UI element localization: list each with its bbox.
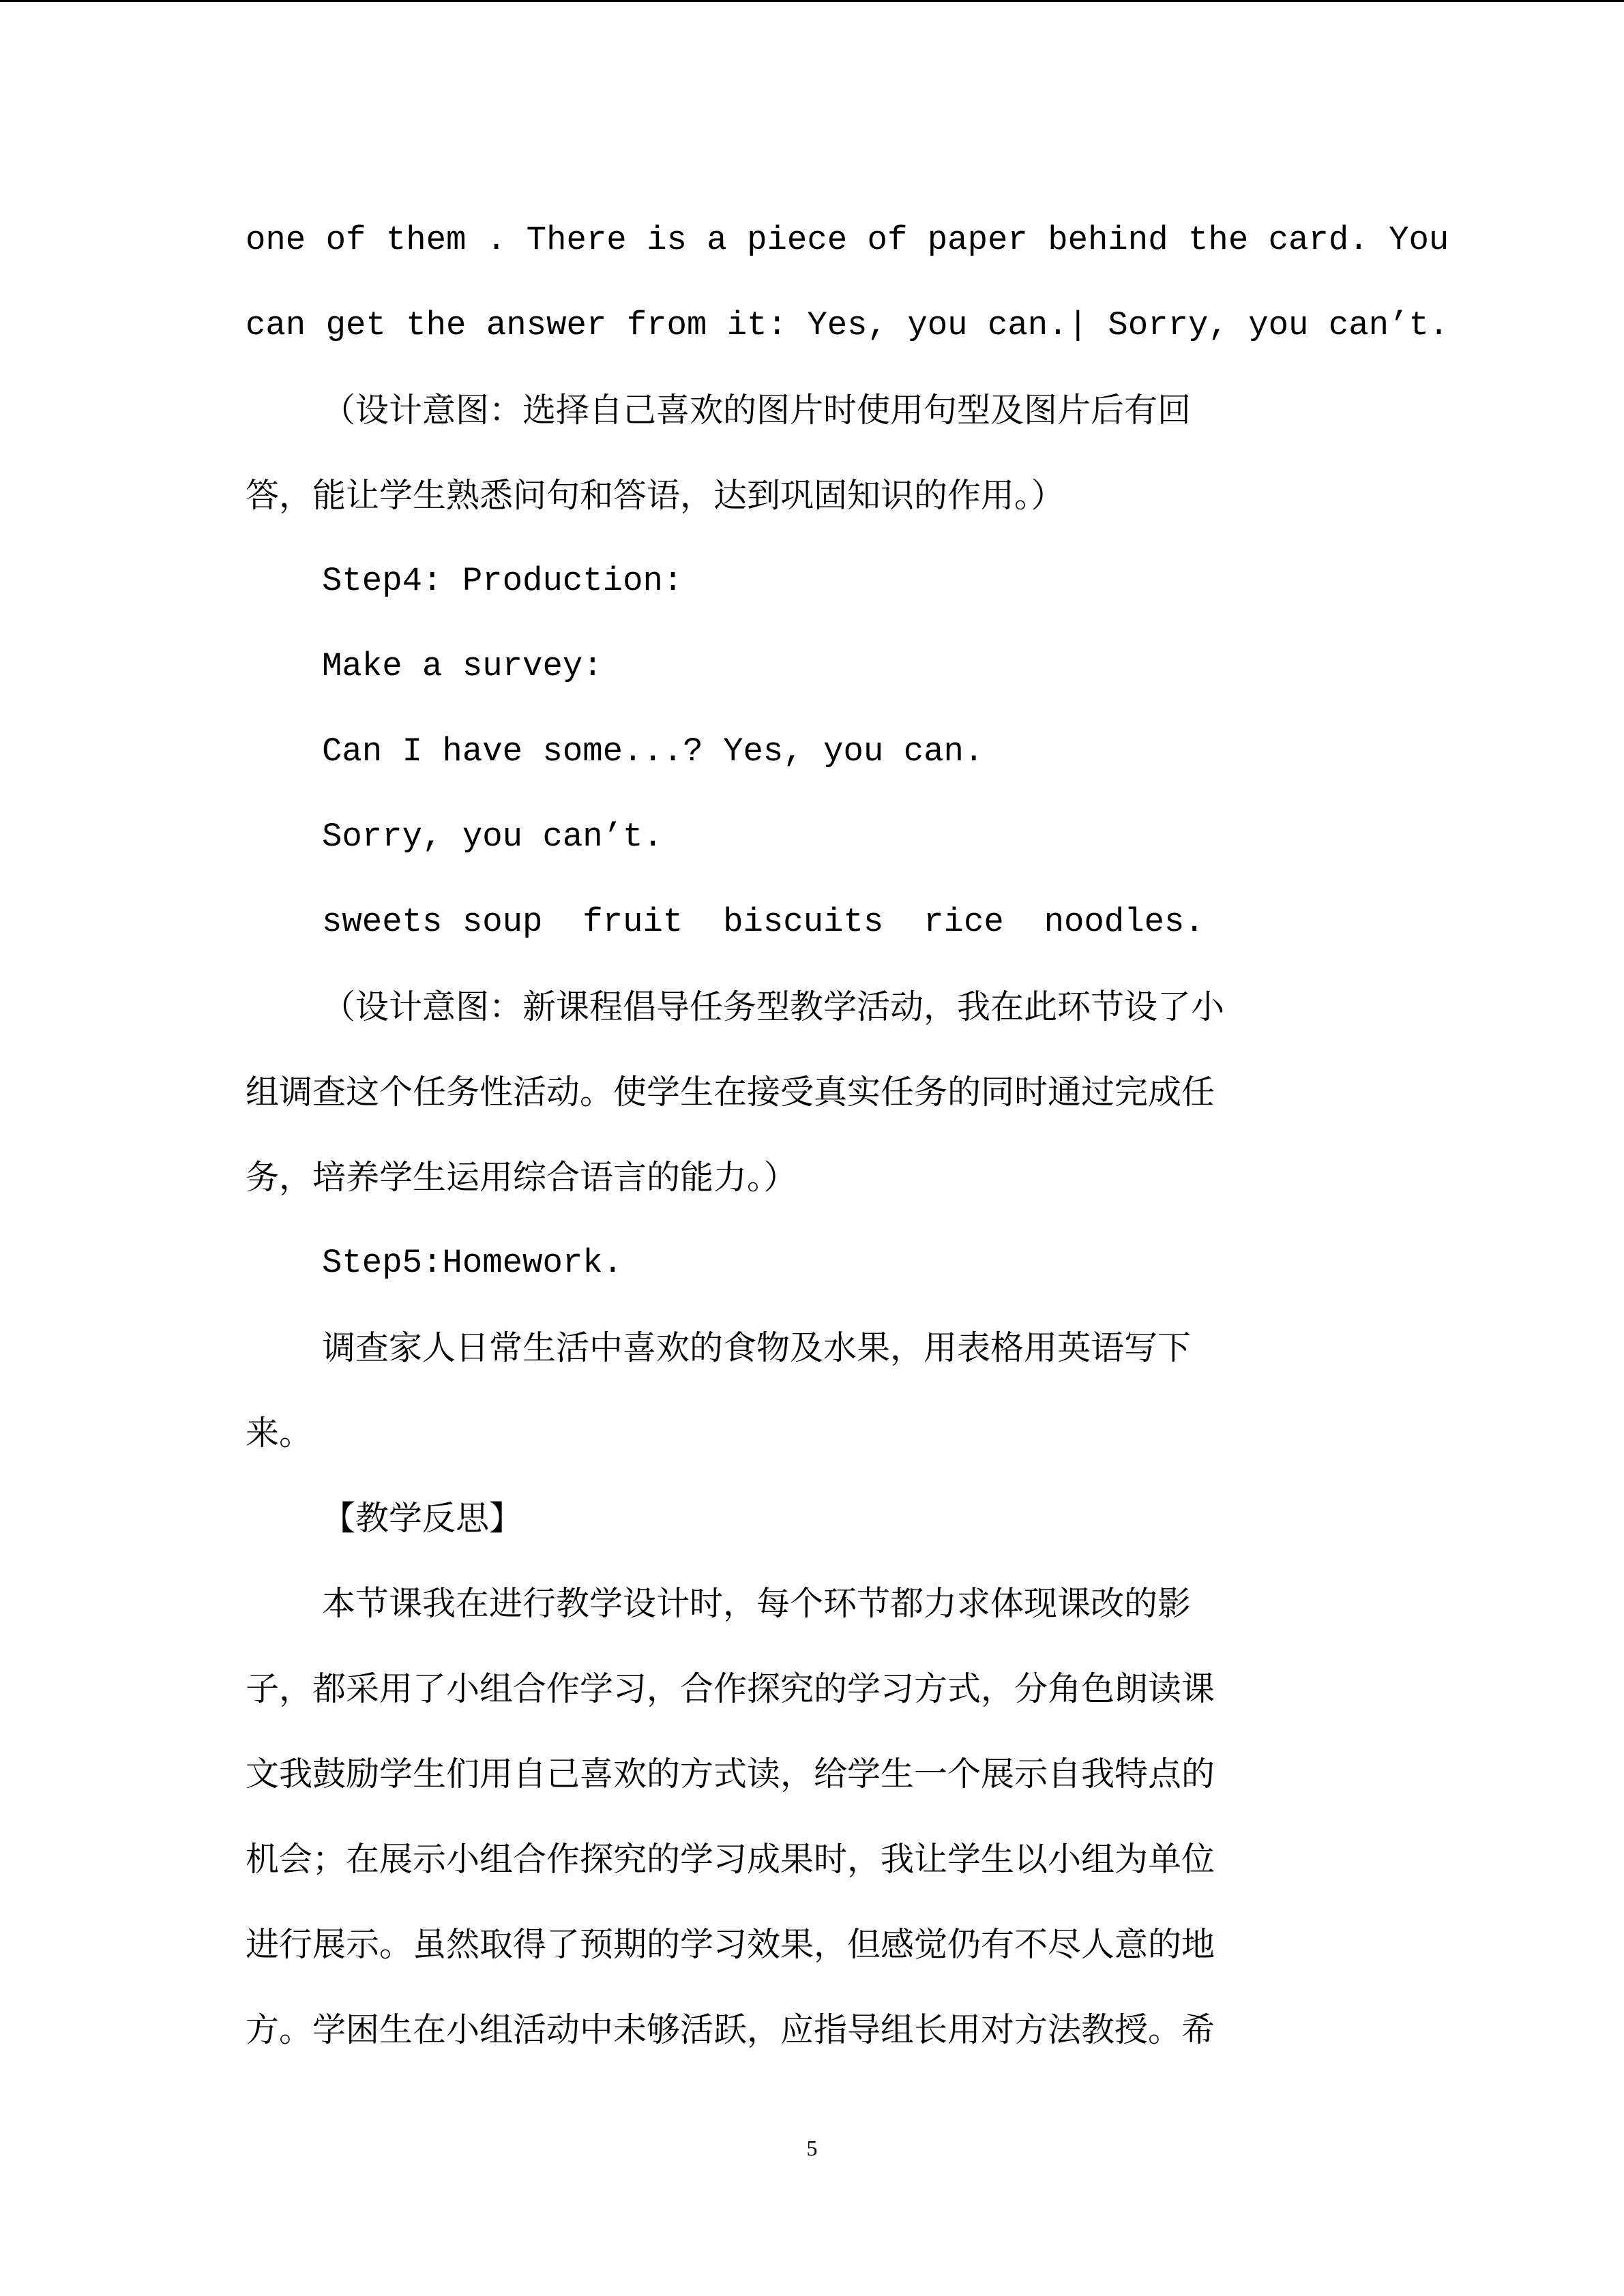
reflection-heading: 【教学反思】 — [322, 1499, 523, 1538]
make-survey-line: Make a survey: — [322, 647, 603, 685]
design-intent-2-line-3: 务，培养学生运用综合语言的能力。） — [246, 1158, 797, 1197]
design-intent-line-1: （设计意图：选择自己喜欢的图片时使用句型及图片后有回 — [322, 391, 1192, 430]
step4-heading: Step4: Production: — [322, 562, 683, 600]
reflection-line-2: 子，都采用了小组合作学习，合作探究的学习方式，分角色朗读课 — [246, 1669, 1215, 1708]
homework-line-2: 来。 — [246, 1414, 313, 1452]
homework-line-1: 调查家人日常生活中喜欢的食物及水果，用表格用英语写下 — [322, 1328, 1192, 1367]
design-intent-line-2: 答，能让学生熟悉问句和答语，达到巩固知识的作用。） — [246, 476, 1065, 515]
design-intent-2-line-1: （设计意图：新课程倡导任务型教学活动，我在此环节设了小 — [322, 987, 1225, 1026]
page-number: 5 — [806, 2136, 818, 2160]
design-intent-2-line-2: 组调查这个任务性活动。使学生在接受真实任务的同时通过完成任 — [246, 1073, 1215, 1112]
reflection-line-1: 本节课我在进行教学设计时，每个环节都力求体现课改的影 — [322, 1584, 1192, 1623]
question-line: Can I have some...? Yes, you can. — [322, 732, 984, 771]
body-line-1: one of them . There is a piece of paper behind the card. You — [246, 221, 1449, 259]
reflection-line-4: 机会；在展示小组合作探究的学习成果时，我让学生以小组为单位 — [246, 1840, 1215, 1879]
top-border-line — [0, 0, 1624, 2]
reflection-line-6: 方。学困生在小组活动中未够活跃，应指导组长用对方法教授。希 — [246, 2010, 1215, 2049]
step5-heading: Step5:Homework. — [322, 1244, 623, 1282]
answer-line: Sorry, you can’t. — [322, 818, 663, 856]
reflection-line-3: 文我鼓励学生们用自己喜欢的方式读，给学生一个展示自我特点的 — [246, 1755, 1215, 1793]
food-words-line: sweets soup fruit biscuits rice noodles. — [322, 903, 1205, 941]
reflection-line-5: 进行展示。虽然取得了预期的学习效果，但感觉仍有不尽人意的地 — [246, 1925, 1215, 1964]
body-line-2: can get the answer from it: Yes, you can.| Sorry, you can’t. — [246, 306, 1449, 344]
